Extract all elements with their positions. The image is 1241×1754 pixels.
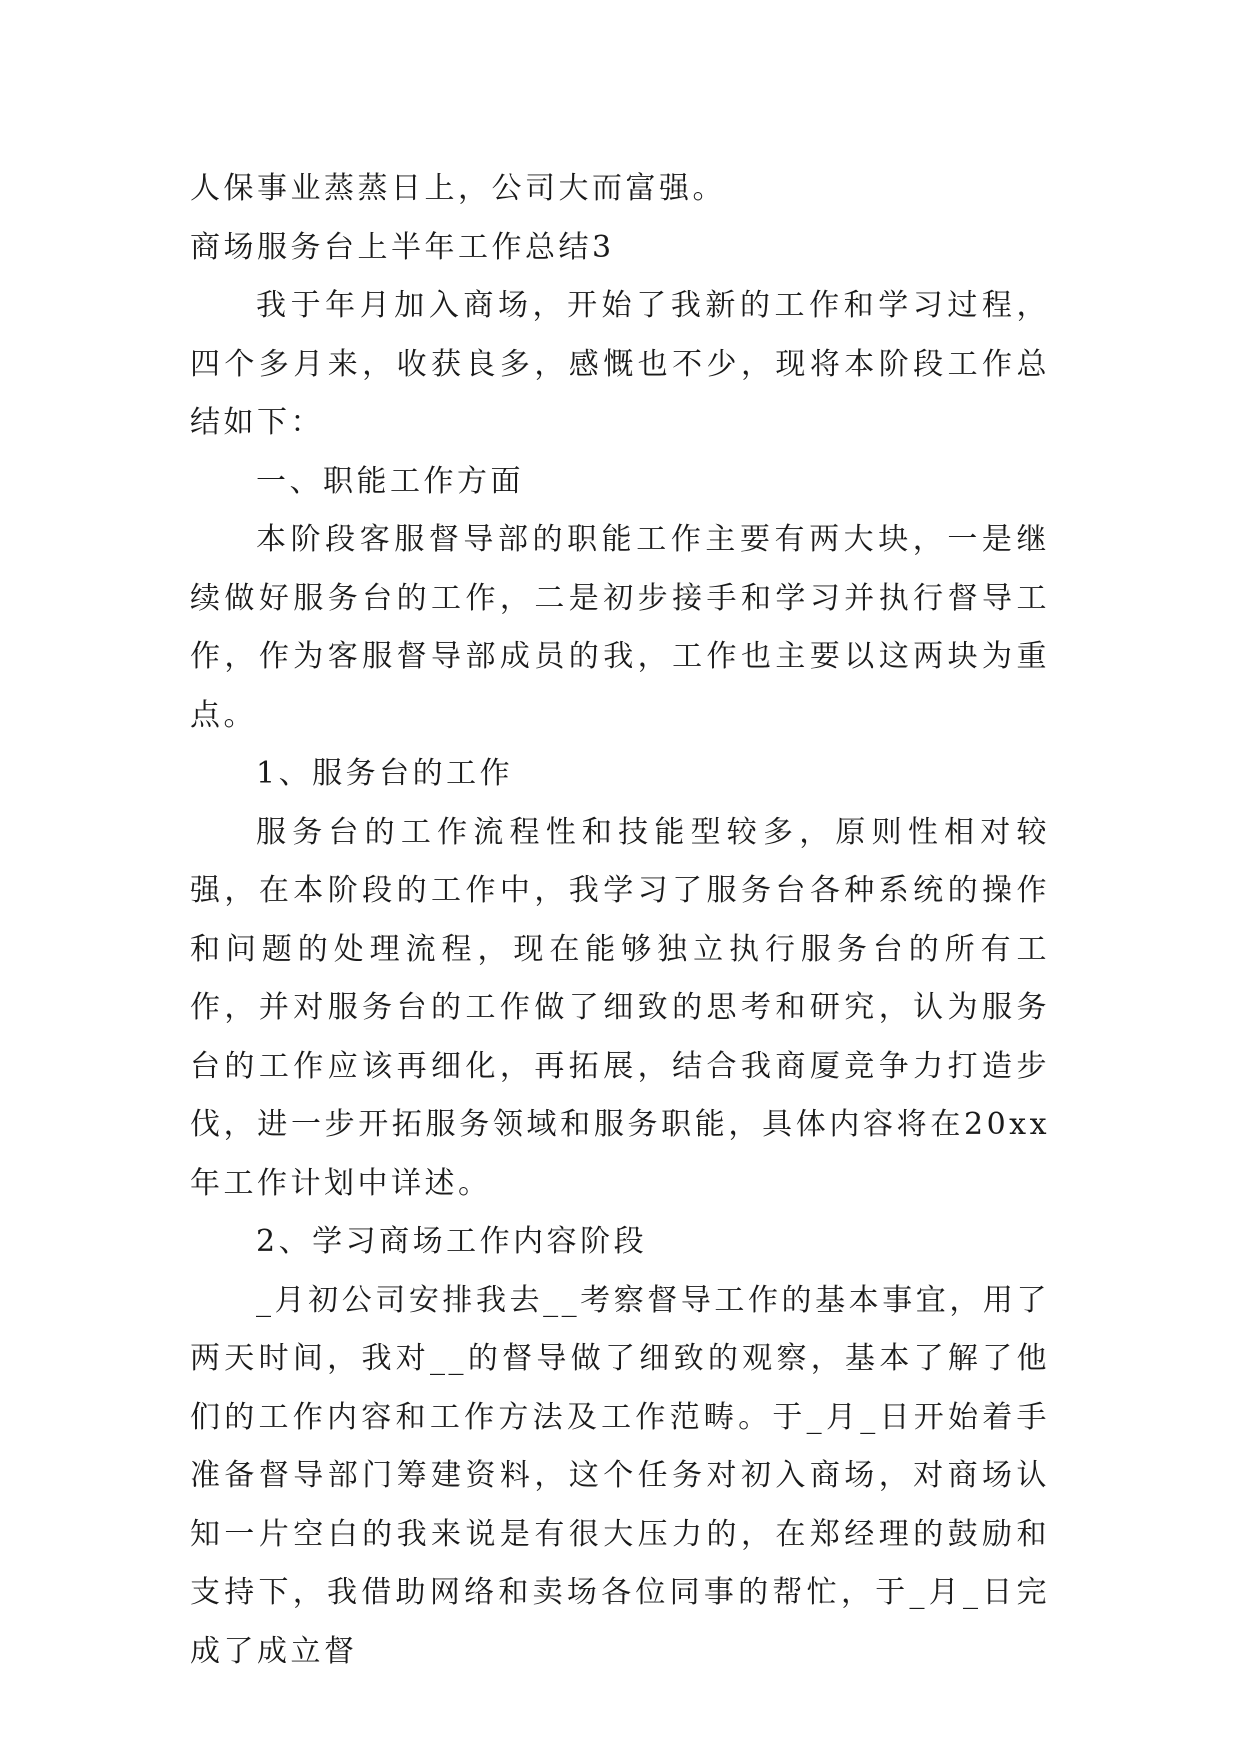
paragraph-functional-work: 本阶段客服督导部的职能工作主要有两大块，一是继续做好服务台的工作，二是初步接手和学习并执行督导工作，作为客服督导部成员的我，工作也主要以这两块为重点。: [190, 522, 1050, 733]
paragraph-intro: 我于年月加入商场，开始了我新的工作和学习过程，四个多月来，收获良多，感慨也不少，现将本阶段工作总结如下：: [190, 288, 1050, 440]
heading-learning-stage: 2、学习商场工作内容阶段: [256, 1224, 648, 1259]
paragraph-closing-line: 人保事业蒸蒸日上，公司大而富强。: [190, 171, 726, 206]
section-title: 商场服务台上半年工作总结3: [190, 229, 615, 265]
heading-functional-work: 一、职能工作方面: [256, 463, 524, 499]
document-body: [190, 160, 1050, 1681]
paragraph-learning-stage: _月初公司安排我去__考察督导工作的基本事宜，用了两天时间，我对__的督导做了细致的观察，基本了解了他们的工作内容和工作方法及工作范畴。于_月_日开始着手准备督导部门筹建资料，这个任务对初入商场，对商场认知一片空白的我来说是有很大压力的，在郑经理的鼓励和支持下，我借助网络和卖场各位同事的帮忙，于_月_日完成了成立督: [190, 1282, 1050, 1669]
paragraph-service-desk: 服务台的工作流程性和技能型较多，原则性相对较强，在本阶段的工作中，我学习了服务台各种系统的操作和问题的处理流程，现在能够独立执行服务台的所有工作，并对服务台的工作做了细致的思考和研究，认为服务台的工作应该再细化，再拓展，结合我商厦竞争力打造步伐，进一步开拓服务领域和服务职能，具体内容将在20xx年工作计划中详述。: [190, 814, 1050, 1201]
heading-service-desk: 1、服务台的工作: [256, 756, 514, 791]
